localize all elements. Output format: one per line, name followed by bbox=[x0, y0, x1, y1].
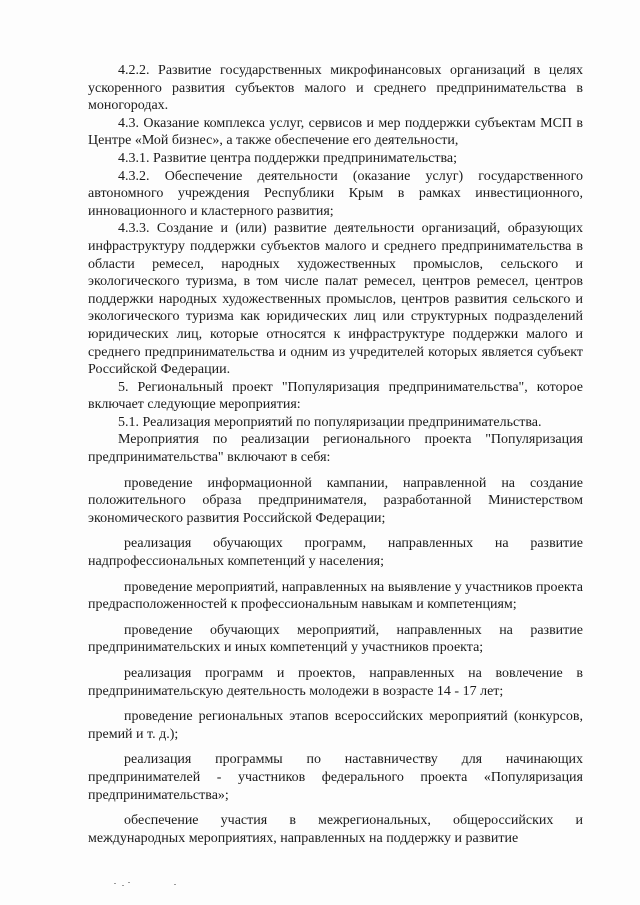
list-item-competency-training: проведение обучающих мероприятий, направленных на развитие предпринимательских и иных компетенций у участников проекта; bbox=[88, 622, 583, 656]
list-item-regional-stages: проведение региональных этапов всероссийских мероприятий (конкурсов, премий и т. д.); bbox=[88, 709, 583, 742]
list-item-youth-programs: реализация программ и проектов, направленных на вовлечение в предпринимательскую деятельность молодежи в возрасте 14 - 17 лет; bbox=[88, 666, 583, 699]
paragraph-4-3-1: 4.3.1. Развитие центра поддержки предпринимательства; bbox=[118, 150, 457, 166]
paragraph-measures-intro: Мероприятия по реализации регионального проекта "Популяризация предпринимательства" включают в себя: bbox=[88, 432, 583, 466]
list-item-info-campaign: проведение информационной кампании, направленной на создание положительного образа предпринимателя, разработанной Министерством экономического развития Российской Федерации; bbox=[88, 475, 583, 526]
paragraph-5: 5. Региональный проект "Популяризация предпринимательства", которое включает следующие мероприятия: bbox=[88, 379, 583, 413]
scan-specks bbox=[114, 880, 204, 890]
list-item-training-programs: реализация обучающих программ, направленных на развитие надпрофессиональных компетенций у населения; bbox=[88, 536, 583, 570]
list-item-aptitude-events: проведение мероприятий, направленных на выявление у участников проекта предрасположенностей к профессиональным навыкам и компетенциям; bbox=[88, 579, 583, 613]
paragraph-4-2-2: 4.2.2. Развитие государственных микрофинансовых организаций в целях ускоренного развития субъектов малого и среднего предпринимательства в моногородах. bbox=[88, 63, 583, 114]
paragraph-4-3-2: 4.3.2. Обеспечение деятельности (оказание услуг) государственного автономного учреждения Республики Крым в рамках инвестиционного, инновационного и кластерного развития; bbox=[88, 168, 583, 219]
list-item-participation: обеспечение участия в межрегиональных, общероссийских и международных мероприятиях, направленных на поддержку и развитие bbox=[88, 813, 583, 846]
paragraph-4-3-3: 4.3.3. Создание и (или) развитие деятельности организаций, образующих инфраструктуру поддержки субъектов малого и среднего предпринимательства в области ремесел, народных художественных промыслов, сельского и экологического туризма, в том числе палат ремесел, центров ремесел, центров поддержки народных художественных промыслов, центров развития сельского и экологического туризма как юридических лиц или структурных подразделений юридических лиц, которые относятся к инфраструктуре поддержки малого и среднего предпринимательства и одним из учредителей которых является субъект Российской Федерации. bbox=[88, 221, 583, 378]
paragraph-5-1: 5.1. Реализация мероприятий по популяризации предпринимательства. bbox=[118, 414, 542, 430]
paragraph-4-3: 4.3. Оказание комплекса услуг, сервисов и мер поддержки субъектам МСП в Центре «Мой бизнес», а также обеспечение его деятельности, bbox=[88, 115, 583, 149]
document-body bbox=[88, 62, 583, 847]
list-item-mentoring: реализация программы по наставничеству для начинающих предпринимателей - участников федерального проекта «Популяризация предпринимательства»; bbox=[88, 752, 583, 803]
